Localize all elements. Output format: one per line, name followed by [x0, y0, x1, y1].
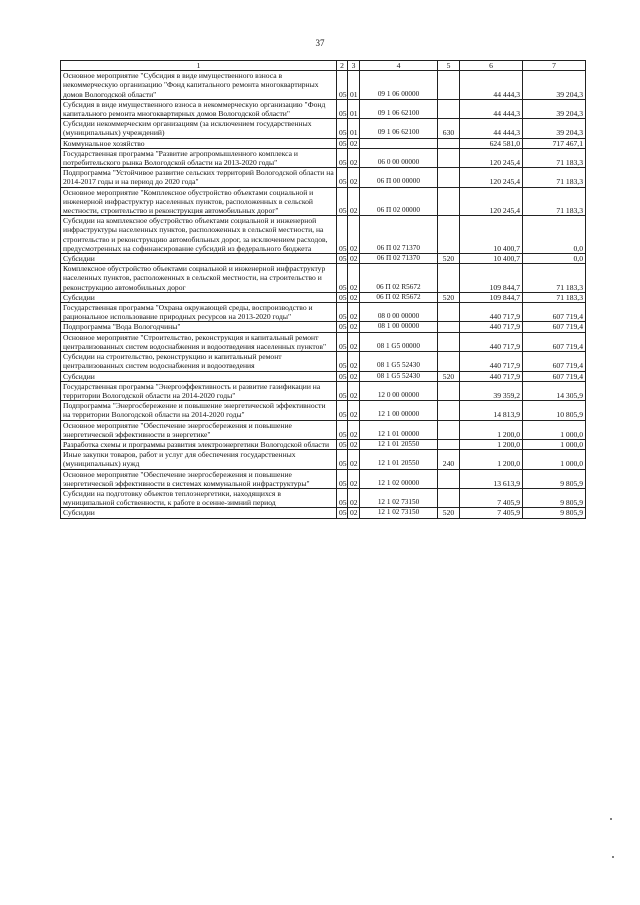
table-row	[61, 420, 586, 439]
row-name-cell: Основное мероприятие "Субсидия в виде имущественного взноса в некоммерческую организацию "Фонд капитального ремонта многоквартирных домов Вологодской области"	[61, 71, 337, 100]
table-row	[61, 292, 586, 302]
subsection-code-cell: 02	[348, 216, 360, 254]
amount-2-cell: 1 000,0	[523, 420, 586, 439]
subsection-code-cell: 02	[348, 352, 360, 371]
amount-1-cell: 44 444,3	[460, 119, 523, 138]
amount-2-cell: 39 204,3	[523, 99, 586, 118]
table-body	[61, 71, 586, 518]
subsection-code-cell: 02	[348, 168, 360, 187]
subsection-code-cell: 02	[348, 332, 360, 351]
table-row	[61, 99, 586, 118]
section-code-cell: 05	[337, 138, 348, 148]
target-article-cell: 12 1 02 73150	[360, 508, 438, 518]
page-number: 37	[315, 38, 325, 48]
row-name-cell: Основное мероприятие "Строительство, реконструкция и капитальный ремонт централизованных систем водоснабжения и водоотведения населенных пунктов"	[61, 332, 337, 351]
subsection-code-cell: 02	[348, 401, 360, 420]
subsection-code-cell: 02	[348, 322, 360, 332]
row-name-cell: Субсидии некоммерческим организациям (за исключением государственных (муниципальных) учреждений)	[61, 119, 337, 138]
expense-type-cell: 520	[438, 371, 460, 381]
table-row	[61, 381, 586, 400]
section-code-cell: 05	[337, 508, 348, 518]
row-name-cell: Коммунальное хозяйство	[61, 138, 337, 148]
target-article-cell	[360, 138, 438, 148]
amount-1-cell: 13 613,9	[460, 469, 523, 488]
amount-2-cell: 71 183,3	[523, 148, 586, 167]
row-name-cell: Государственная программа "Энергоэффективность и развитие газификации на территории Вологодской области на 2014-2020 годы"	[61, 381, 337, 400]
target-article-cell: 06 П 02 R5672	[360, 292, 438, 302]
section-code-cell: 05	[337, 292, 348, 302]
table-row	[61, 508, 586, 518]
amount-1-cell: 120 245,4	[460, 148, 523, 167]
amount-2-cell: 1 000,0	[523, 439, 586, 449]
amount-1-cell: 109 844,7	[460, 264, 523, 293]
section-code-cell: 05	[337, 264, 348, 293]
col-header-section: 2	[337, 61, 348, 71]
target-article-cell: 06 П 00 00000	[360, 168, 438, 187]
amount-2-cell: 0,0	[523, 254, 586, 264]
amount-1-cell: 10 400,7	[460, 216, 523, 254]
expense-type-cell	[438, 168, 460, 187]
amount-2-cell: 71 183,3	[523, 264, 586, 293]
table-row	[61, 371, 586, 381]
scan-speck	[612, 856, 614, 858]
amount-1-cell: 14 813,9	[460, 401, 523, 420]
subsection-code-cell: 02	[348, 439, 360, 449]
row-name-cell: Государственная программа "Развитие агропромышленного комплекса и потребительского рынка Вологодской области на 2013-2020 годы"	[61, 148, 337, 167]
section-code-cell: 05	[337, 439, 348, 449]
section-code-cell: 05	[337, 187, 348, 216]
target-article-cell: 12 1 02 00000	[360, 469, 438, 488]
expense-type-cell	[438, 216, 460, 254]
amount-1-cell: 440 717,9	[460, 303, 523, 322]
target-article-cell: 09 1 06 62100	[360, 99, 438, 118]
section-code-cell: 05	[337, 352, 348, 371]
row-name-cell: Разработка схемы и программы развития электроэнергетики Вологодской области	[61, 439, 337, 449]
target-article-cell: 08 1 G5 52430	[360, 352, 438, 371]
amount-2-cell: 71 183,3	[523, 292, 586, 302]
subsection-code-cell: 02	[348, 292, 360, 302]
amount-2-cell: 607 719,4	[523, 332, 586, 351]
table-row	[61, 352, 586, 371]
expense-type-cell	[438, 352, 460, 371]
scan-speck	[610, 818, 612, 820]
section-code-cell: 05	[337, 420, 348, 439]
col-header-subsection: 3	[348, 61, 360, 71]
section-code-cell: 05	[337, 216, 348, 254]
target-article-cell: 08 1 G5 52430	[360, 371, 438, 381]
amount-2-cell: 71 183,3	[523, 168, 586, 187]
amount-2-cell: 9 805,9	[523, 469, 586, 488]
amount-2-cell: 39 204,3	[523, 119, 586, 138]
target-article-cell: 08 0 00 00000	[360, 303, 438, 322]
expense-type-cell	[438, 303, 460, 322]
amount-1-cell: 440 717,9	[460, 332, 523, 351]
section-code-cell: 05	[337, 71, 348, 100]
amount-2-cell: 607 719,4	[523, 322, 586, 332]
section-code-cell: 05	[337, 322, 348, 332]
row-name-cell: Подпрограмма "Энергосбережение и повышение энергетической эффективности на территории Вологодской области на 2014-2020 годы"	[61, 401, 337, 420]
table-row	[61, 216, 586, 254]
amount-2-cell: 10 805,9	[523, 401, 586, 420]
expense-type-cell	[438, 401, 460, 420]
table-row	[61, 488, 586, 507]
target-article-cell: 12 1 01 00000	[360, 420, 438, 439]
row-name-cell: Субсидии на комплексное обустройство объектами социальной и инженерной инфраструктуры населенных пунктов, расположенных в сельской местности, на строительство и реконструкцию автомобильных дорог, за исключением расходов, предусмотренных на софинансирование субсидий из федерального бюджета	[61, 216, 337, 254]
amount-1-cell: 7 405,9	[460, 488, 523, 507]
section-code-cell: 05	[337, 401, 348, 420]
section-code-cell: 05	[337, 119, 348, 138]
row-name-cell: Субсидии	[61, 508, 337, 518]
amount-1-cell: 44 444,3	[460, 99, 523, 118]
table-row	[61, 469, 586, 488]
expense-type-cell	[438, 264, 460, 293]
amount-2-cell: 14 305,9	[523, 381, 586, 400]
amount-1-cell: 440 717,9	[460, 322, 523, 332]
header-row	[61, 61, 586, 71]
row-name-cell: Субсидии	[61, 254, 337, 264]
expense-type-cell	[438, 187, 460, 216]
target-article-cell: 08 1 G5 00000	[360, 332, 438, 351]
section-code-cell: 05	[337, 488, 348, 507]
amount-1-cell: 440 717,9	[460, 371, 523, 381]
section-code-cell: 05	[337, 371, 348, 381]
table-row	[61, 138, 586, 148]
table-row	[61, 264, 586, 293]
table-row	[61, 168, 586, 187]
table-row	[61, 303, 586, 322]
expense-type-cell: 520	[438, 254, 460, 264]
amount-2-cell: 1 000,0	[523, 450, 586, 469]
amount-2-cell: 39 204,3	[523, 71, 586, 100]
expense-type-cell: 630	[438, 119, 460, 138]
row-name-cell: Основное мероприятие "Обеспечение энергосбережения и повышение энергетической эффективности в системах коммунальной инфраструктуры"	[61, 469, 337, 488]
subsection-code-cell: 02	[348, 450, 360, 469]
section-code-cell: 05	[337, 168, 348, 187]
subsection-code-cell: 02	[348, 148, 360, 167]
row-name-cell: Субсидии на строительство, реконструкцию и капитальный ремонт централизованных систем водоснабжения и водоотведения	[61, 352, 337, 371]
target-article-cell: 06 0 00 00000	[360, 148, 438, 167]
amount-1-cell: 120 245,4	[460, 187, 523, 216]
expense-type-cell	[438, 332, 460, 351]
amount-2-cell: 607 719,4	[523, 303, 586, 322]
amount-2-cell: 9 805,9	[523, 488, 586, 507]
row-name-cell: Основное мероприятие "Обеспечение энергосбережения и повышение энергетической эффективности в энергетике"	[61, 420, 337, 439]
table-row	[61, 119, 586, 138]
table-row	[61, 148, 586, 167]
target-article-cell: 06 П 02 00000	[360, 187, 438, 216]
target-article-cell: 09 1 06 62100	[360, 119, 438, 138]
section-code-cell: 05	[337, 254, 348, 264]
subsection-code-cell: 02	[348, 508, 360, 518]
subsection-code-cell: 01	[348, 99, 360, 118]
row-name-cell: Субсидия в виде имущественного взноса в некоммерческую организацию "Фонд капитального ремонта многоквартирных домов Вологодской области"	[61, 99, 337, 118]
expense-type-cell	[438, 439, 460, 449]
target-article-cell: 08 1 00 00000	[360, 322, 438, 332]
col-header-target-article: 4	[360, 61, 438, 71]
row-name-cell: Подпрограмма "Вода Вологодчины"	[61, 322, 337, 332]
subsection-code-cell: 02	[348, 469, 360, 488]
subsection-code-cell: 02	[348, 381, 360, 400]
col-header-amount-2: 7	[523, 61, 586, 71]
subsection-code-cell: 02	[348, 420, 360, 439]
target-article-cell: 06 П 02 R5672	[360, 264, 438, 293]
section-code-cell: 05	[337, 99, 348, 118]
budget-table	[60, 60, 586, 519]
table-row	[61, 439, 586, 449]
amount-1-cell: 1 200,0	[460, 450, 523, 469]
section-code-cell: 05	[337, 381, 348, 400]
row-name-cell: Государственная программа "Охрана окружающей среды, воспроизводство и рациональное использование природных ресурсов на 2013-2020 годы"	[61, 303, 337, 322]
amount-2-cell: 607 719,4	[523, 371, 586, 381]
expense-type-cell	[438, 71, 460, 100]
subsection-code-cell: 02	[348, 303, 360, 322]
table-row	[61, 71, 586, 100]
section-code-cell: 05	[337, 332, 348, 351]
expense-type-cell	[438, 322, 460, 332]
col-header-amount-1: 6	[460, 61, 523, 71]
table-row	[61, 322, 586, 332]
amount-1-cell: 7 405,9	[460, 508, 523, 518]
col-header-name: 1	[61, 61, 337, 71]
amount-2-cell: 71 183,3	[523, 187, 586, 216]
expense-type-cell	[438, 148, 460, 167]
col-header-expense-type: 5	[438, 61, 460, 71]
subsection-code-cell: 01	[348, 71, 360, 100]
amount-1-cell: 109 844,7	[460, 292, 523, 302]
amount-2-cell: 0,0	[523, 216, 586, 254]
row-name-cell: Иные закупки товаров, работ и услуг для обеспечения государственных (муниципальных) нужд	[61, 450, 337, 469]
section-code-cell: 05	[337, 303, 348, 322]
section-code-cell: 05	[337, 450, 348, 469]
target-article-cell: 12 1 01 20550	[360, 450, 438, 469]
target-article-cell: 12 1 01 20550	[360, 439, 438, 449]
table-row	[61, 254, 586, 264]
expense-type-cell	[438, 138, 460, 148]
section-code-cell: 05	[337, 469, 348, 488]
expense-type-cell: 520	[438, 508, 460, 518]
subsection-code-cell: 02	[348, 264, 360, 293]
amount-1-cell: 120 245,4	[460, 168, 523, 187]
expense-type-cell	[438, 99, 460, 118]
row-name-cell: Субсидии на подготовку объектов теплоэнергетики, находящихся в муниципальной собственности, к работе в осенне-зимний период	[61, 488, 337, 507]
row-name-cell: Субсидии	[61, 292, 337, 302]
table-row	[61, 401, 586, 420]
expense-type-cell: 520	[438, 292, 460, 302]
amount-1-cell: 440 717,9	[460, 352, 523, 371]
expense-type-cell	[438, 488, 460, 507]
table-row	[61, 332, 586, 351]
subsection-code-cell: 01	[348, 119, 360, 138]
amount-2-cell: 9 805,9	[523, 508, 586, 518]
amount-1-cell: 624 581,0	[460, 138, 523, 148]
target-article-cell: 09 1 06 00000	[360, 71, 438, 100]
subsection-code-cell: 02	[348, 254, 360, 264]
target-article-cell: 12 0 00 00000	[360, 381, 438, 400]
target-article-cell: 12 1 02 73150	[360, 488, 438, 507]
amount-1-cell: 1 200,0	[460, 439, 523, 449]
table-row	[61, 187, 586, 216]
subsection-code-cell: 02	[348, 138, 360, 148]
amount-1-cell: 39 359,2	[460, 381, 523, 400]
row-name-cell: Подпрограмма "Устойчивое развитие сельских территорий Вологодской области на 2014-2017 годы и на период до 2020 года"	[61, 168, 337, 187]
expense-type-cell: 240	[438, 450, 460, 469]
table-row	[61, 450, 586, 469]
row-name-cell: Основное мероприятие "Комплексное обустройство объектами социальной и инженерной инфраструктур населенных пунктов, расположенных в сельской местности, строительство и реконструкция автомобильных дорог"	[61, 187, 337, 216]
amount-2-cell: 607 719,4	[523, 352, 586, 371]
section-code-cell: 05	[337, 148, 348, 167]
expense-type-cell	[438, 381, 460, 400]
expense-type-cell	[438, 469, 460, 488]
expense-type-cell	[438, 420, 460, 439]
amount-2-cell: 717 467,1	[523, 138, 586, 148]
target-article-cell: 12 1 00 00000	[360, 401, 438, 420]
subsection-code-cell: 02	[348, 187, 360, 216]
amount-1-cell: 44 444,3	[460, 71, 523, 100]
amount-1-cell: 10 400,7	[460, 254, 523, 264]
amount-1-cell: 1 200,0	[460, 420, 523, 439]
row-name-cell: Комплексное обустройство объектами социальной и инженерной инфраструктур населенных пунктов, расположенных в сельской местности, на строительство и реконструкцию автомобильных дорог	[61, 264, 337, 293]
row-name-cell: Субсидии	[61, 371, 337, 381]
target-article-cell: 06 П 02 71370	[360, 254, 438, 264]
subsection-code-cell: 02	[348, 488, 360, 507]
subsection-code-cell: 02	[348, 371, 360, 381]
target-article-cell: 06 П 02 71370	[360, 216, 438, 254]
